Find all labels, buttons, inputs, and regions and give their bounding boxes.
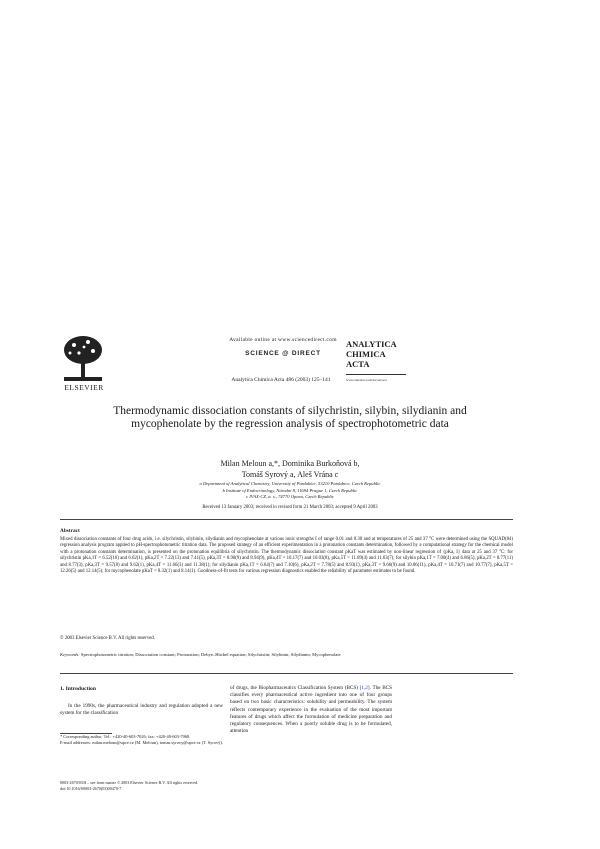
section-heading: 1. Introduction [60, 686, 96, 692]
abstract-bottom-rule [60, 673, 513, 674]
keywords-label: Keywords: [60, 652, 80, 657]
intro-paragraph-right [230, 685, 392, 735]
front-matter-info [60, 780, 360, 791]
affiliations [110, 481, 470, 501]
journal-title [346, 339, 406, 369]
affiliation: b Institute of Endocrinology, Národní 8, 11694 Prague 1, Czech Republic [222, 487, 358, 493]
keywords-list: Spectrophotometric titration; Dissociation constant; Protonation; Debye–Hückel equation; Silychristin; Silybinin; Silydianin; Mycophenolate [80, 652, 341, 657]
email-addresses: E-mail addresses: milan.meloun@upce.cz (M. Meloun), tomas.syrovy@upce.cz (T. Syrový). [60, 739, 223, 745]
journal-title-rule [346, 374, 406, 375]
journal-reference: Analytica Chimica Acta 486 (2003) 125–141 [231, 377, 331, 383]
article-title: Thermodynamic dissociation constants of silychristin, silybin, silydianin and mycophenolate by the regression analysis of spectrophotometric data [113, 405, 467, 430]
journal-title-line: ACTA [346, 359, 370, 369]
elsevier-tree-logo [60, 333, 106, 383]
doi-line: doi:10.1016/S0003-2670(03)00470-7 [60, 785, 122, 791]
abstract-top-rule [60, 519, 513, 520]
intro-paragraph-left: In the 1990s, the pharmaceutical industry and regulation adopted a new system for the classification [60, 703, 223, 717]
author-list [130, 458, 450, 480]
author-line: Tomáš Syrový a, Aleš Vrána c [241, 470, 339, 479]
received-dates: Received 13 January 2003; received in revised form 21 March 2003; accepted 9 April 2003 [202, 505, 378, 510]
footnote [60, 734, 223, 746]
sciencedirect-logo-text: SCIENCE @ DIRECT [245, 350, 321, 357]
intro-text: . The BCS classifies every pharmaceutical active ingredient into one of four groups based on two basic characteristics: solubility and permeability. The system reflects contemporary experience in the evaluation of the most important features of drugs which affect the formulation of medicine preparation and regulatory consequences. When a poorly soluble drug is to be formulated, attention [230, 685, 392, 735]
publisher-name: ELSEVIER [64, 383, 104, 392]
affiliation: c IVAX-CZ, a. s., 74770 Opava, Czech Republic [246, 494, 334, 499]
sciencedirect-logo [228, 345, 338, 359]
author-line: Milan Meloun a,*, Dominika Burkoňová b, [220, 459, 360, 468]
sciencedirect-url: Available online at www.sciencedirect.com [229, 337, 337, 343]
issn-line: 0003-2670/03/$ – see front matter © 2003 Elsevier Science B.V. All rights reserved. [60, 780, 198, 785]
affiliation: a Department of Analytical Chemistry, University of Pardubice, 53210 Pardubice, Czech Republic [199, 481, 381, 486]
citation-link[interactable]: [1,2] [359, 685, 370, 691]
keywords [60, 652, 480, 658]
journal-title-line: CHIMICA [346, 349, 386, 359]
journal-title-line: ANALYTICA [346, 339, 397, 349]
journal-url: www.elsevier.com/locate/aca [346, 378, 387, 382]
abstract-body: Mixed dissociation constants of four drug acids, i.e. silychristin, silybinin, silydianin and mycophenolate at various ionic strengths I of range 0.01 and 0.30 and at temperatures of 25 and 37 °C were determined using the SQUAD(84) regression analysis program applied to pH-spectrophotometric titration data. The proposed strategy of an efficient experimentation in a protonation constants determination, followed by a computational strategy for the chemical model with a protonation constants determination, is presented on the protonation equilibria of silychristin. The thermodynamic dissociation constant pKaT was estimated by non-linear regression of {pKa, I} data at 25 and 37 °C: for silychristin pKa,1T = 6.52(16) and 6.62(1), pKa,2T = 7.22(13) and 7.41(5), pKa,3T = 8.96(9) and 8.94(9), pKa,4T = 10.17(7) and 10.03(8), pKa,5T = 11.89(4) and 11.63(7); for silybin pKa,1T = 7.00(4) and 6.86(5), pKa,2T = 8.77(11) and 8.77(3), pKa,3T = 9.57(8) and 9.62(1), pKa,4T = 11.66(3) and 11.38(1); for silydianin pKa,1T = 6.64(7) and 7.10(6), pKa,2T = 7.78(5) and 8.93(1), pKa,3T = 9.66(9) and 10.06(11), pKa,4T = 10.71(7) and 10.77(7), pKa,5T = 12.26(5) and 12.14(5); for mycophenolate pKaT = 8.32(1) and 8.14(1). Goodness-of-fit tests for various regression diagnostics enabled the reliability of parameter estimates to be found. [60, 537, 513, 575]
abstract-heading: Abstract [60, 528, 80, 534]
copyright-notice: © 2003 Elsevier Science B.V. All rights reserved. [60, 636, 155, 641]
intro-text: of drugs, the Biopharmaceutics Classification System (BCS) [230, 685, 360, 691]
corresponding-author: * Corresponding author. Tel.: +420-40-603-7026; fax: +420-40-603-7068. [60, 734, 191, 739]
